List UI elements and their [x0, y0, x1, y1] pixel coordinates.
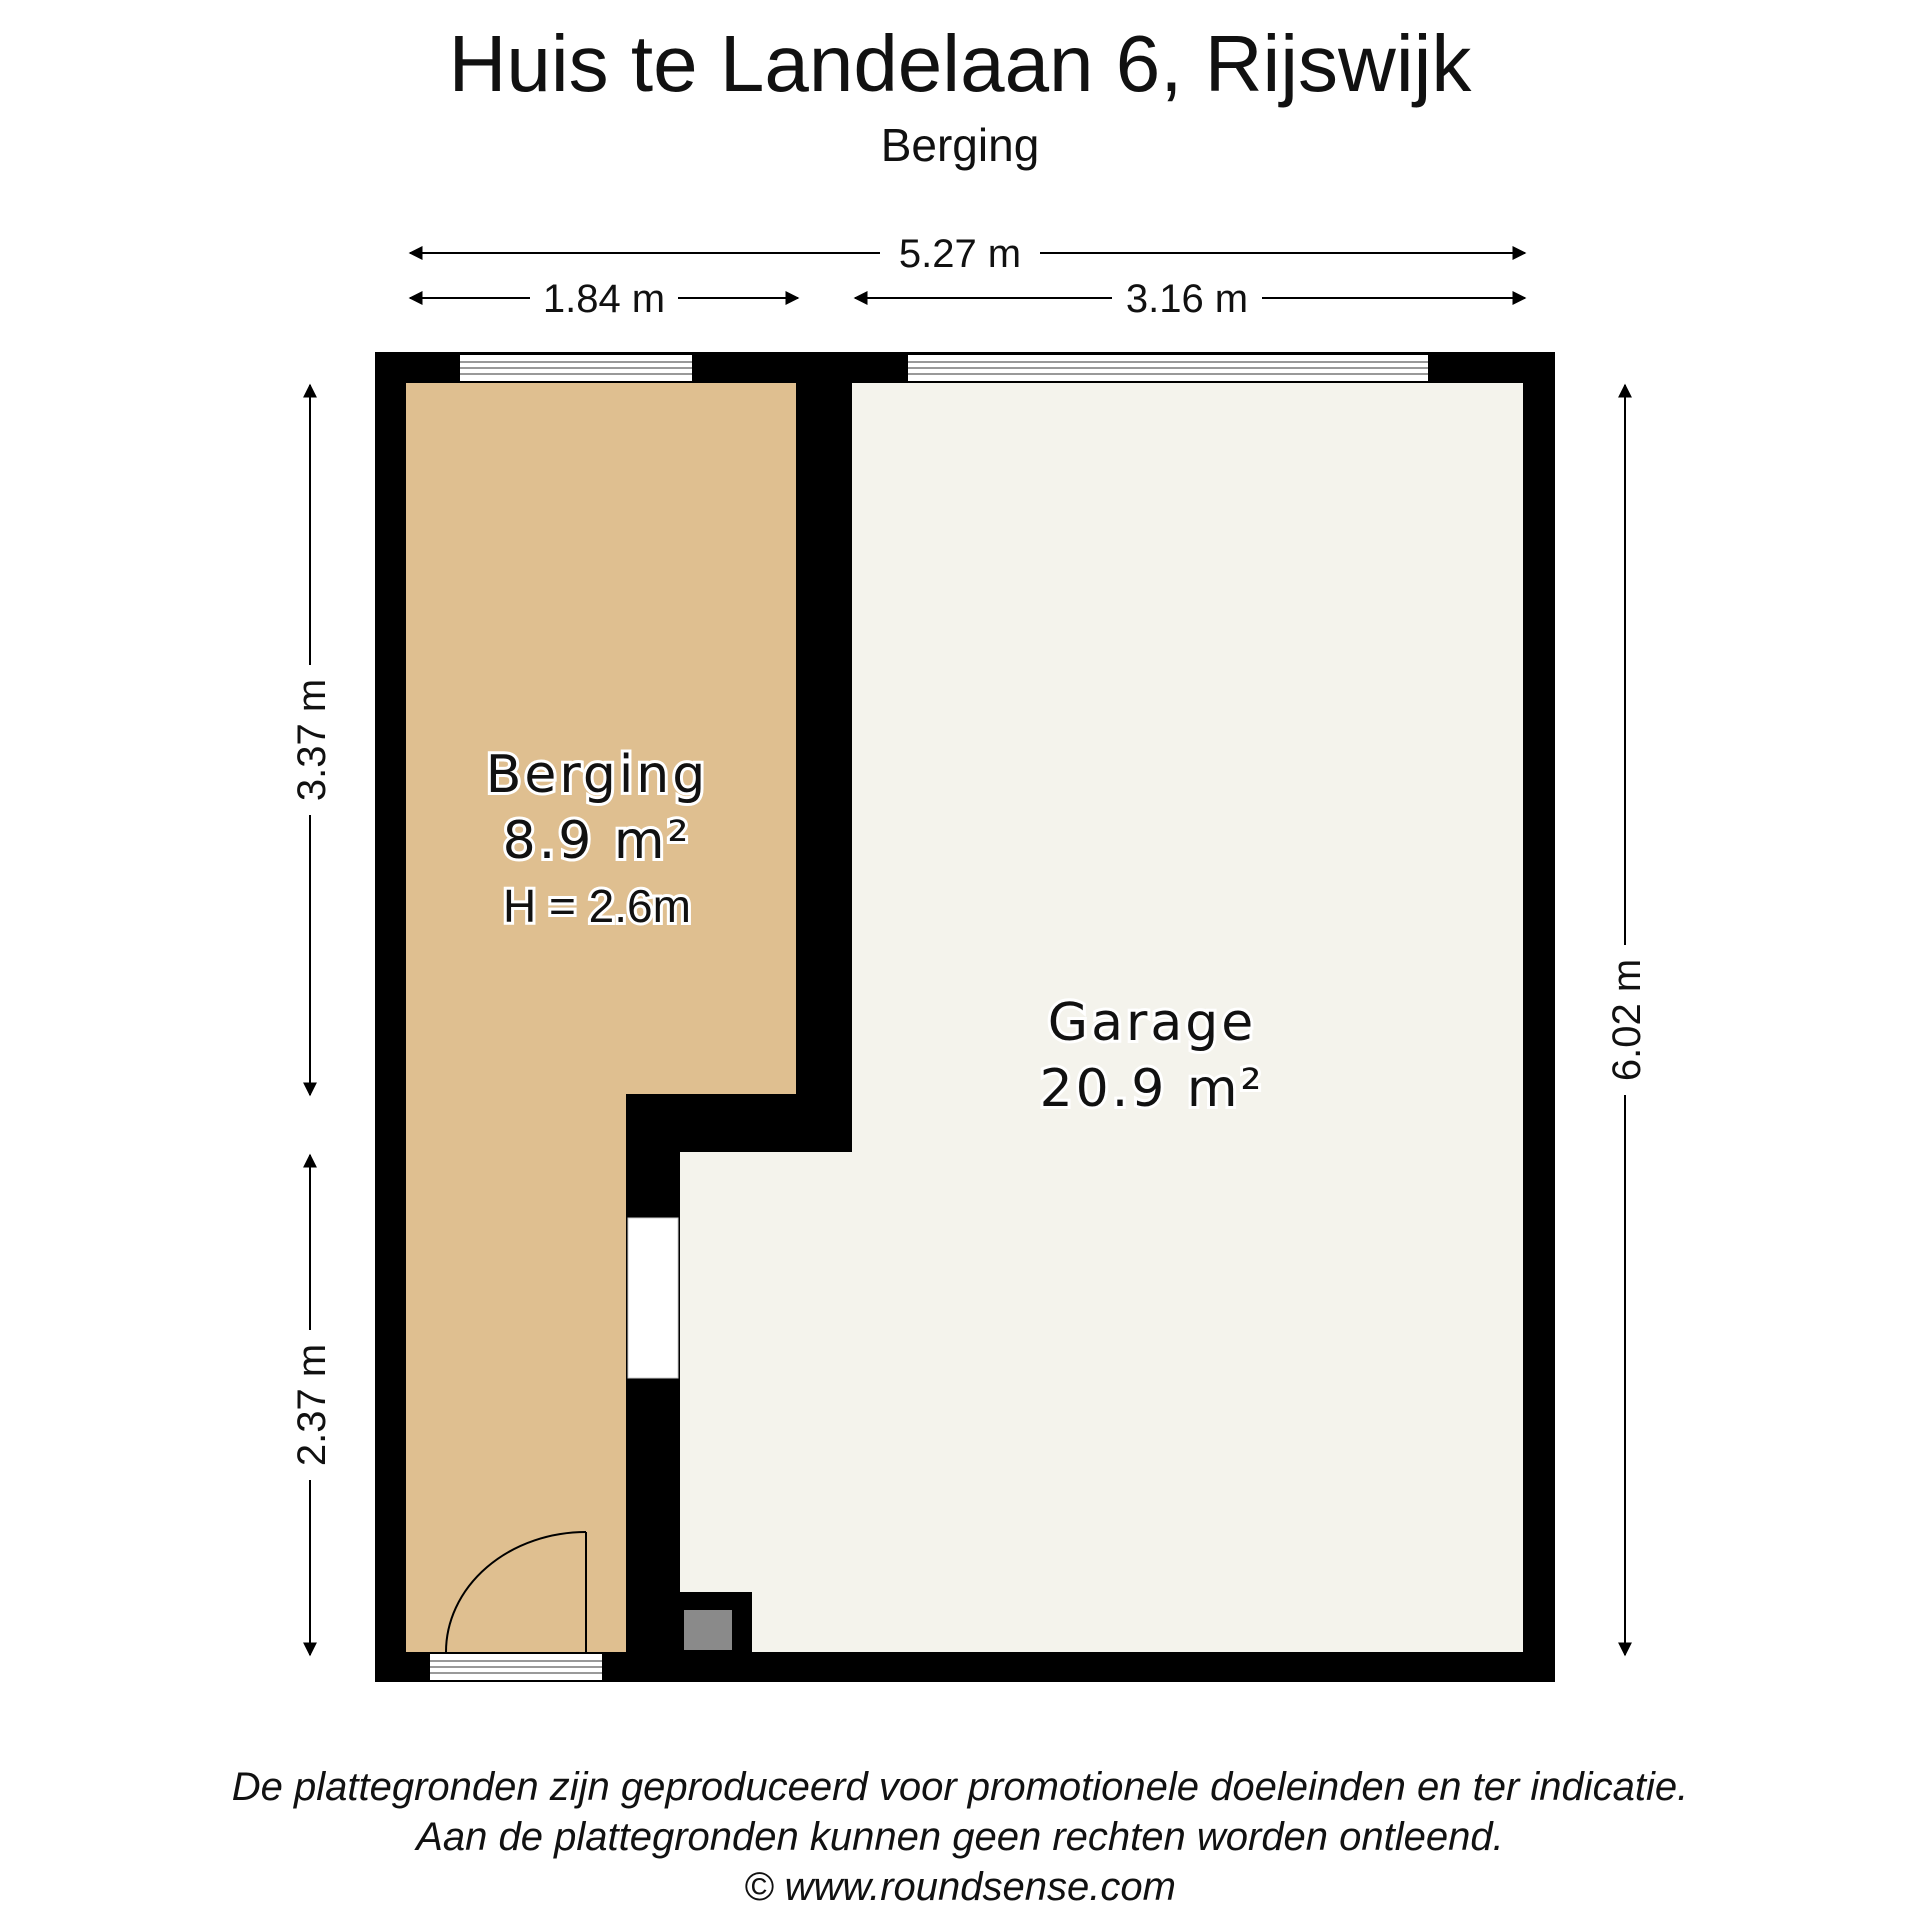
garage-name: Garage [1047, 993, 1257, 1053]
dim-total-width: 5.27 m [898, 232, 1022, 276]
door-bottom-opening [430, 1654, 602, 1680]
berging-height: H = 2.6m [503, 880, 691, 932]
copyright-line: © www.roundsense.com [744, 1865, 1176, 1909]
plan-subtitle: Berging [880, 119, 1040, 171]
window-top-right [908, 355, 1428, 381]
plan-title: Huis te Landelaan 6, Rijswijk [448, 19, 1472, 108]
disclaimer-line-1: De plattegronden zijn geproduceerd voor promotionele doeleinden en ter indicatie. [231, 1765, 1689, 1809]
dim-left-lower-height: 2.37 m [290, 1343, 334, 1467]
berging-area: 8.9 m² [502, 811, 692, 871]
interior-opening [628, 1218, 678, 1378]
meter-box [684, 1610, 732, 1650]
dim-garage-width: 3.16 m [1125, 277, 1249, 321]
dim-left-upper-height: 3.37 m [290, 678, 334, 802]
garage-area: 20.9 m² [1039, 1059, 1265, 1119]
window-top-left [460, 355, 692, 381]
dim-right-height: 6.02 m [1605, 958, 1649, 1082]
berging-name: Berging [485, 745, 709, 805]
disclaimer-line-2: Aan de plattegronden kunnen geen rechten worden ontleend. [416, 1815, 1504, 1859]
dim-berging-width: 1.84 m [542, 277, 666, 321]
